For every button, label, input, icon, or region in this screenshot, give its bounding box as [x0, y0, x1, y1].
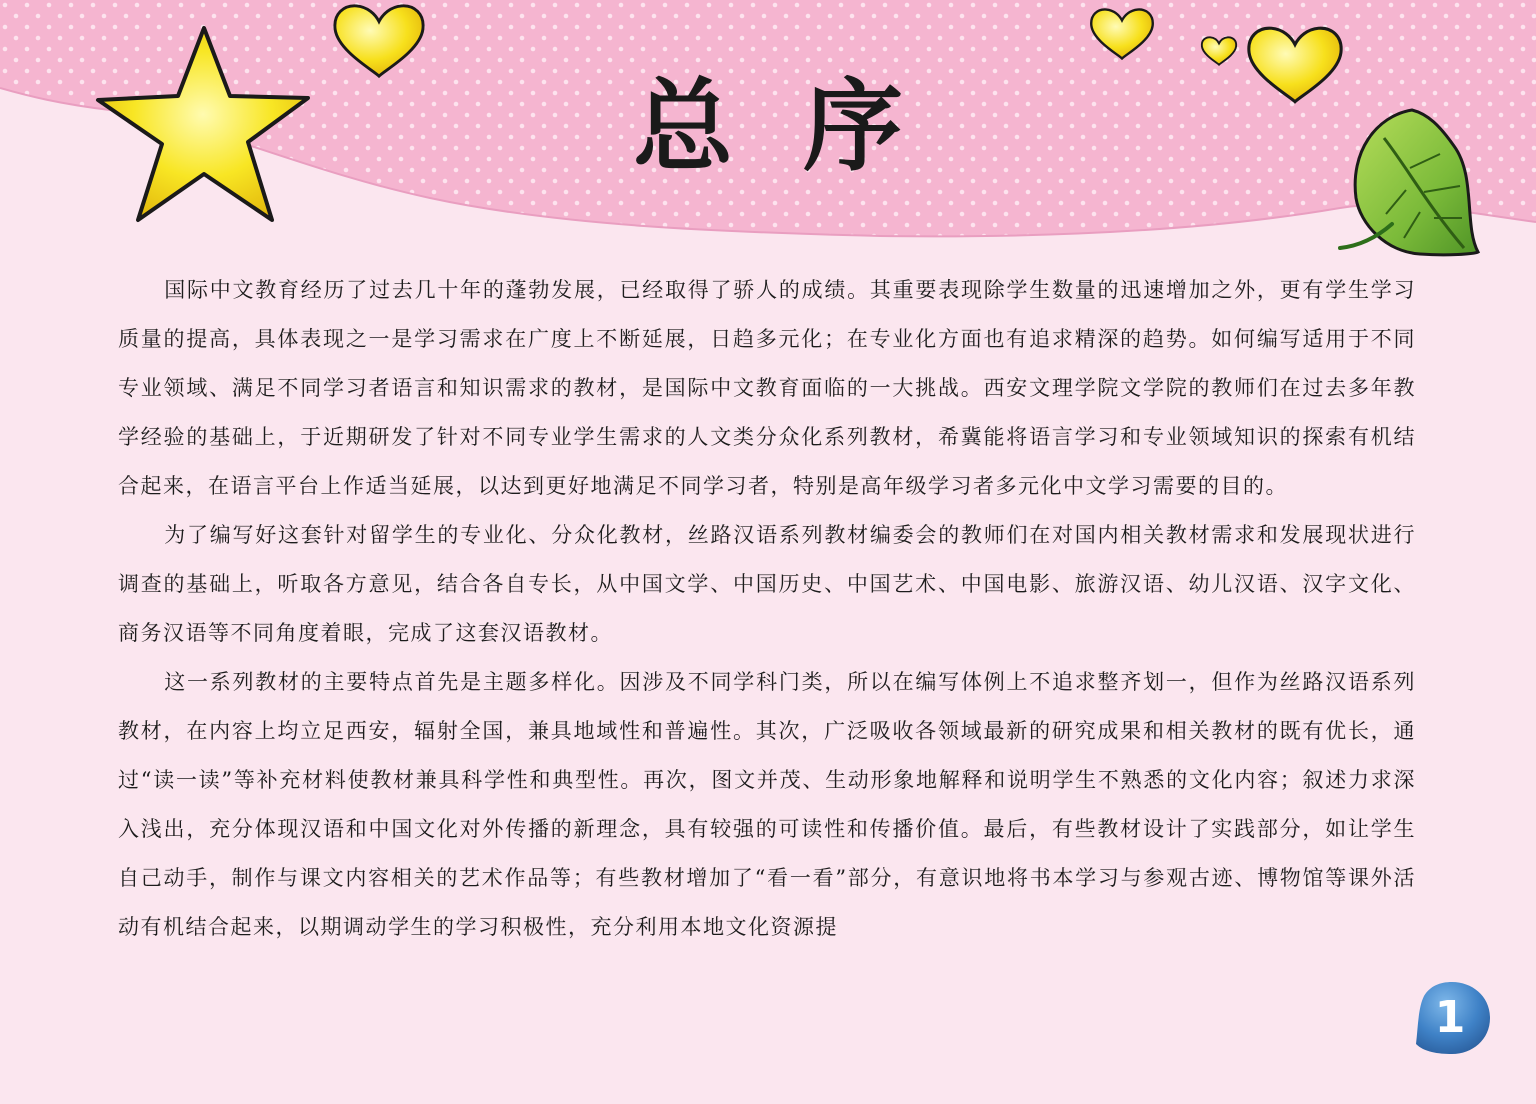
paragraph: 为了编写好这套针对留学生的专业化、分众化教材，丝路汉语系列教材编委会的教师们在对国内相关教材需求和发展现状进行调查的基础上，听取各方意见，结合各自专长，从中国文学、中国历史、中国艺术、中国电影、旅游汉语、幼儿汉语、汉字文化、商务汉语等不同角度着眼，完成了这套汉语教材。: [118, 523, 1416, 645]
preface-body: [118, 266, 1416, 952]
page-number: 1: [1434, 992, 1466, 1043]
heart-icon: [1088, 4, 1156, 64]
page-title: 总序: [633, 68, 973, 185]
paragraph: 国际中文教育经历了过去几十年的蓬勃发展，已经取得了骄人的成绩。其重要表现除学生数量的迅速增加之外，更有学生学习质量的提高，具体表现之一是学习需求在广度上不断延展，日趋多元化；在专业化方面也有追求精深的趋势。如何编写适用于不同专业领域、满足不同学习者语言和知识需求的教材，是国际中文教育面临的一大挑战。西安文理学院文学院的教师们在过去多年教学经验的基础上，于近期研发了针对不同专业学生需求的人文类分众化系列教材，希冀能将语言学习和专业领域知识的探索有机结合起来，在语言平台上作适当延展，以达到更好地满足不同学习者，特别是高年级学习者多元化中文学习需要的目的。: [118, 278, 1416, 498]
paragraph: 这一系列教材的主要特点首先是主题多样化。因涉及不同学科门类，所以在编写体例上不追求整齐划一，但作为丝路汉语系列教材，在内容上均立足西安，辐射全国，兼具地域性和普遍性。其次，广泛吸收各领域最新的研究成果和相关教材的既有优长，通过“读一读”等补充材料使教材兼具科学性和典型性。再次，图文并茂、生动形象地解释和说明学生不熟悉的文化内容；叙述力求深入浅出，充分体现汉语和中国文化对外传播的新理念，具有较强的可读性和传播价值。最后，有些教材设计了实践部分，如让学生自己动手，制作与课文内容相关的艺术作品等；有些教材增加了“看一看”部分，有意识地将书本学习与参观古迹、博物馆等课外活动有机结合起来，以期调动学生的学习积极性，充分利用本地文化资源提: [118, 670, 1416, 939]
